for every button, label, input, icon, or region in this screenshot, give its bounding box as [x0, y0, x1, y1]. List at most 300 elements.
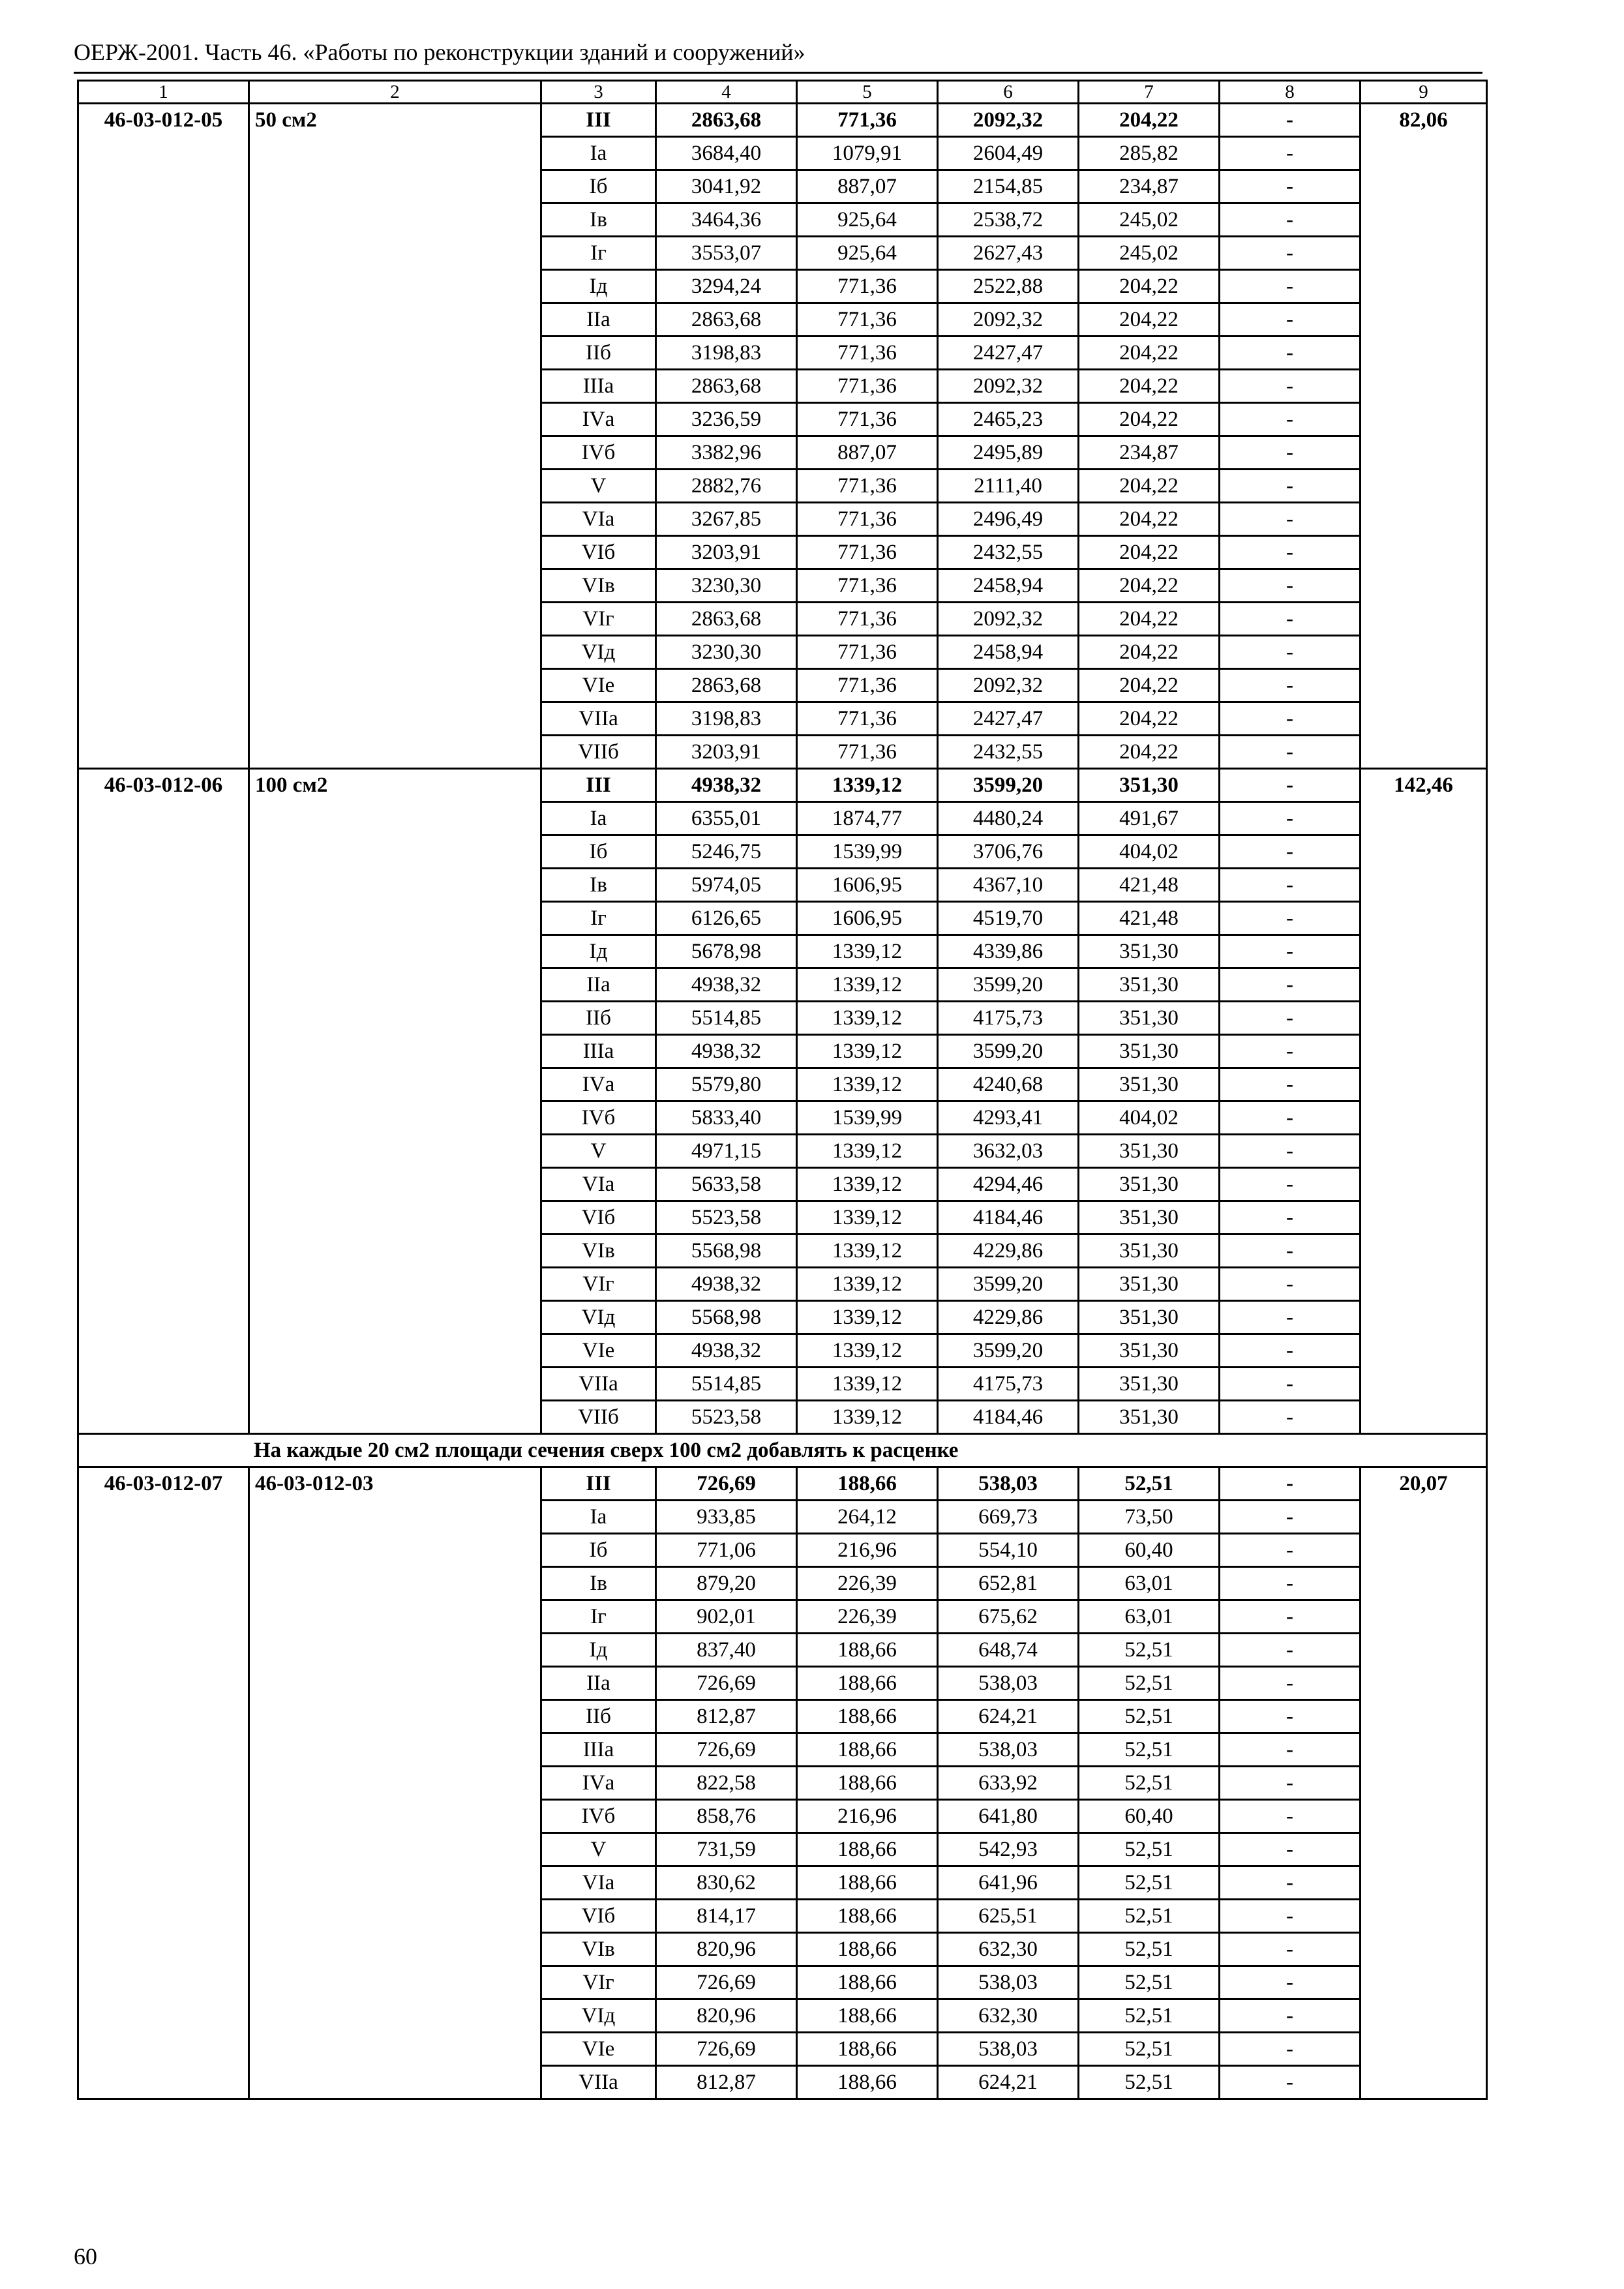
total-cost-cell: 812,87 [656, 1700, 797, 1733]
total-cost-cell: 814,17 [656, 1900, 797, 1933]
materials-cell: - [1220, 436, 1361, 470]
materials-cell: - [1220, 1966, 1361, 1999]
zone-cell: VIе [541, 669, 656, 702]
driver-wage-cell: 52,51 [1079, 1634, 1220, 1667]
labor-cost-cell: 188,66 [797, 1667, 938, 1700]
labor-cost-cell: 188,66 [797, 1467, 938, 1501]
total-cost-cell: 2863,68 [656, 104, 797, 137]
driver-wage-cell: 351,30 [1079, 1135, 1220, 1168]
total-cost-cell: 2863,68 [656, 669, 797, 702]
labor-cost-cell: 188,66 [797, 1833, 938, 1866]
total-cost-cell: 5633,58 [656, 1168, 797, 1201]
materials-cell: - [1220, 603, 1361, 636]
machine-cost-cell: 2627,43 [938, 237, 1079, 270]
machine-cost-cell: 648,74 [938, 1634, 1079, 1667]
total-cost-cell: 731,59 [656, 1833, 797, 1866]
total-cost-cell: 3294,24 [656, 270, 797, 303]
driver-wage-cell: 52,51 [1079, 1999, 1220, 2033]
section-heading-row [78, 1434, 1487, 1467]
machine-cost-cell: 4293,41 [938, 1101, 1079, 1135]
driver-wage-cell: 204,22 [1079, 337, 1220, 370]
zone-cell: IIа [541, 1667, 656, 1700]
machine-cost-cell: 2458,94 [938, 569, 1079, 603]
rates-table [77, 80, 1488, 2100]
materials-cell: - [1220, 736, 1361, 769]
zone-cell: IIб [541, 337, 656, 370]
labor-cost-cell: 887,07 [797, 436, 938, 470]
labor-cost-cell: 1339,12 [797, 1035, 938, 1068]
driver-wage-cell: 351,30 [1079, 1201, 1220, 1234]
driver-wage-cell: 245,02 [1079, 203, 1220, 237]
machine-cost-cell: 652,81 [938, 1567, 1079, 1600]
machine-cost-cell: 2092,32 [938, 603, 1079, 636]
machine-cost-cell: 542,93 [938, 1833, 1079, 1866]
labor-cost-cell: 771,36 [797, 569, 938, 603]
zone-cell: Iд [541, 1634, 656, 1667]
machine-cost-cell: 2092,32 [938, 669, 1079, 702]
materials-cell: - [1220, 1567, 1361, 1600]
driver-wage-cell: 52,51 [1079, 1700, 1220, 1733]
zone-cell: IVб [541, 1101, 656, 1135]
zone-cell: IVа [541, 403, 656, 436]
total-cost-cell: 726,69 [656, 1733, 797, 1767]
labor-cost-cell: 771,36 [797, 669, 938, 702]
rate-code-cell: 46-03-012-06 [78, 769, 249, 1434]
table-row [78, 769, 1487, 802]
zone-cell: IIа [541, 303, 656, 337]
column-number: 7 [1079, 81, 1220, 104]
machine-cost-cell: 538,03 [938, 1467, 1079, 1501]
total-cost-cell: 3464,36 [656, 203, 797, 237]
zone-cell: IIIа [541, 370, 656, 403]
zone-cell: IVа [541, 1068, 656, 1101]
total-cost-cell: 933,85 [656, 1501, 797, 1534]
materials-cell: - [1220, 1999, 1361, 2033]
machine-cost-cell: 624,21 [938, 1700, 1079, 1733]
total-cost-cell: 3198,83 [656, 337, 797, 370]
materials-cell: - [1220, 237, 1361, 270]
total-cost-cell: 3198,83 [656, 702, 797, 736]
materials-cell: - [1220, 1667, 1361, 1700]
materials-cell: - [1220, 1334, 1361, 1368]
total-cost-cell: 2863,68 [656, 603, 797, 636]
driver-wage-cell: 73,50 [1079, 1501, 1220, 1534]
materials-cell: - [1220, 1634, 1361, 1667]
rate-name-cell: 46-03-012-03 [249, 1467, 541, 2099]
labor-cost-cell: 1539,99 [797, 835, 938, 869]
materials-cell: - [1220, 337, 1361, 370]
machine-cost-cell: 3599,20 [938, 769, 1079, 802]
driver-wage-cell: 52,51 [1079, 2066, 1220, 2099]
materials-cell: - [1220, 303, 1361, 337]
machine-cost-cell: 2604,49 [938, 137, 1079, 170]
total-cost-cell: 5678,98 [656, 935, 797, 968]
labor-cost-cell: 771,36 [797, 536, 938, 569]
machine-cost-cell: 4184,46 [938, 1201, 1079, 1234]
zone-cell: Iд [541, 935, 656, 968]
total-cost-cell: 858,76 [656, 1800, 797, 1833]
materials-cell: - [1220, 1002, 1361, 1035]
column-number: 6 [938, 81, 1079, 104]
column-number: 5 [797, 81, 938, 104]
labor-cost-cell: 1539,99 [797, 1101, 938, 1135]
labor-hours-cell: 142,46 [1361, 769, 1487, 1434]
machine-cost-cell: 632,30 [938, 1933, 1079, 1966]
materials-cell: - [1220, 1035, 1361, 1068]
labor-cost-cell: 226,39 [797, 1600, 938, 1634]
machine-cost-cell: 3632,03 [938, 1135, 1079, 1168]
rate-code-cell: 46-03-012-05 [78, 104, 249, 769]
rate-code-cell: 46-03-012-07 [78, 1467, 249, 2099]
total-cost-cell: 3267,85 [656, 503, 797, 536]
zone-cell: IIIа [541, 1733, 656, 1767]
total-cost-cell: 6126,65 [656, 902, 797, 935]
driver-wage-cell: 204,22 [1079, 702, 1220, 736]
zone-cell: IVб [541, 436, 656, 470]
driver-wage-cell: 52,51 [1079, 1833, 1220, 1866]
total-cost-cell: 3041,92 [656, 170, 797, 203]
materials-cell: - [1220, 1866, 1361, 1900]
driver-wage-cell: 421,48 [1079, 869, 1220, 902]
total-cost-cell: 820,96 [656, 1933, 797, 1966]
machine-cost-cell: 625,51 [938, 1900, 1079, 1933]
machine-cost-cell: 2522,88 [938, 270, 1079, 303]
labor-cost-cell: 1339,12 [797, 769, 938, 802]
machine-cost-cell: 4229,86 [938, 1234, 1079, 1268]
materials-cell: - [1220, 935, 1361, 968]
labor-cost-cell: 771,36 [797, 303, 938, 337]
labor-hours-cell: 20,07 [1361, 1467, 1487, 2099]
machine-cost-cell: 2154,85 [938, 170, 1079, 203]
labor-cost-cell: 188,66 [797, 2033, 938, 2066]
labor-cost-cell: 1339,12 [797, 1268, 938, 1301]
machine-cost-cell: 2092,32 [938, 104, 1079, 137]
materials-cell: - [1220, 1767, 1361, 1800]
driver-wage-cell: 245,02 [1079, 237, 1220, 270]
labor-cost-cell: 771,36 [797, 603, 938, 636]
labor-cost-cell: 188,66 [797, 1933, 938, 1966]
driver-wage-cell: 204,22 [1079, 270, 1220, 303]
labor-cost-cell: 1339,12 [797, 1135, 938, 1168]
materials-cell: - [1220, 1401, 1361, 1434]
driver-wage-cell: 351,30 [1079, 1168, 1220, 1201]
machine-cost-cell: 641,96 [938, 1866, 1079, 1900]
labor-cost-cell: 925,64 [797, 203, 938, 237]
machine-cost-cell: 4240,68 [938, 1068, 1079, 1101]
labor-cost-cell: 771,36 [797, 370, 938, 403]
driver-wage-cell: 351,30 [1079, 1301, 1220, 1334]
total-cost-cell: 3230,30 [656, 636, 797, 669]
driver-wage-cell: 351,30 [1079, 1234, 1220, 1268]
labor-cost-cell: 188,66 [797, 1966, 938, 1999]
labor-cost-cell: 188,66 [797, 1700, 938, 1733]
machine-cost-cell: 2458,94 [938, 636, 1079, 669]
column-number: 1 [78, 81, 249, 104]
materials-cell: - [1220, 1268, 1361, 1301]
machine-cost-cell: 2432,55 [938, 536, 1079, 569]
labor-cost-cell: 771,36 [797, 470, 938, 503]
labor-cost-cell: 1079,91 [797, 137, 938, 170]
driver-wage-cell: 204,22 [1079, 403, 1220, 436]
total-cost-cell: 5523,58 [656, 1401, 797, 1434]
zone-cell: VIе [541, 1334, 656, 1368]
zone-cell: Iд [541, 270, 656, 303]
total-cost-cell: 820,96 [656, 1999, 797, 2033]
header-rule [74, 72, 1482, 74]
page-header-title: ОЕРЖ-2001. Часть 46. «Работы по реконструкции зданий и сооружений» [74, 39, 805, 65]
machine-cost-cell: 538,03 [938, 1667, 1079, 1700]
zone-cell: VIд [541, 1301, 656, 1334]
driver-wage-cell: 351,30 [1079, 968, 1220, 1002]
driver-wage-cell: 404,02 [1079, 1101, 1220, 1135]
labor-cost-cell: 771,36 [797, 503, 938, 536]
driver-wage-cell: 52,51 [1079, 1866, 1220, 1900]
total-cost-cell: 3382,96 [656, 436, 797, 470]
total-cost-cell: 2863,68 [656, 303, 797, 337]
materials-cell: - [1220, 536, 1361, 569]
zone-cell: Iв [541, 1567, 656, 1600]
zone-cell: VIа [541, 1168, 656, 1201]
driver-wage-cell: 351,30 [1079, 1268, 1220, 1301]
total-cost-cell: 830,62 [656, 1866, 797, 1900]
zone-cell: VIв [541, 569, 656, 603]
machine-cost-cell: 3599,20 [938, 1334, 1079, 1368]
machine-cost-cell: 633,92 [938, 1767, 1079, 1800]
table-row [78, 104, 1487, 137]
total-cost-cell: 5568,98 [656, 1301, 797, 1334]
total-cost-cell: 771,06 [656, 1534, 797, 1567]
materials-cell: - [1220, 636, 1361, 669]
machine-cost-cell: 4175,73 [938, 1368, 1079, 1401]
zone-cell: V [541, 470, 656, 503]
labor-cost-cell: 771,36 [797, 337, 938, 370]
materials-cell: - [1220, 137, 1361, 170]
materials-cell: - [1220, 902, 1361, 935]
materials-cell: - [1220, 503, 1361, 536]
driver-wage-cell: 204,22 [1079, 569, 1220, 603]
materials-cell: - [1220, 2066, 1361, 2099]
labor-cost-cell: 925,64 [797, 237, 938, 270]
labor-cost-cell: 1339,12 [797, 1234, 938, 1268]
zone-cell: IIIа [541, 1035, 656, 1068]
machine-cost-cell: 4229,86 [938, 1301, 1079, 1334]
labor-cost-cell: 1339,12 [797, 1401, 938, 1434]
driver-wage-cell: 204,22 [1079, 536, 1220, 569]
total-cost-cell: 726,69 [656, 1966, 797, 1999]
machine-cost-cell: 4294,46 [938, 1168, 1079, 1201]
driver-wage-cell: 204,22 [1079, 104, 1220, 137]
materials-cell: - [1220, 104, 1361, 137]
zone-cell: VIIа [541, 2066, 656, 2099]
zone-cell: Iг [541, 902, 656, 935]
materials-cell: - [1220, 1534, 1361, 1567]
materials-cell: - [1220, 1467, 1361, 1501]
materials-cell: - [1220, 270, 1361, 303]
driver-wage-cell: 52,51 [1079, 1933, 1220, 1966]
materials-cell: - [1220, 869, 1361, 902]
materials-cell: - [1220, 470, 1361, 503]
machine-cost-cell: 4367,10 [938, 869, 1079, 902]
zone-cell: VIв [541, 1933, 656, 1966]
materials-cell: - [1220, 835, 1361, 869]
column-number: 4 [656, 81, 797, 104]
column-number: 3 [541, 81, 656, 104]
total-cost-cell: 5833,40 [656, 1101, 797, 1135]
materials-cell: - [1220, 1733, 1361, 1767]
labor-cost-cell: 188,66 [797, 1866, 938, 1900]
zone-cell: VIб [541, 1900, 656, 1933]
driver-wage-cell: 63,01 [1079, 1600, 1220, 1634]
zone-cell: VIв [541, 1234, 656, 1268]
labor-cost-cell: 188,66 [797, 1733, 938, 1767]
labor-cost-cell: 1339,12 [797, 968, 938, 1002]
machine-cost-cell: 4184,46 [938, 1401, 1079, 1434]
total-cost-cell: 3230,30 [656, 569, 797, 603]
driver-wage-cell: 285,82 [1079, 137, 1220, 170]
zone-cell: VIIа [541, 702, 656, 736]
driver-wage-cell: 204,22 [1079, 470, 1220, 503]
machine-cost-cell: 3599,20 [938, 1268, 1079, 1301]
labor-cost-cell: 771,36 [797, 270, 938, 303]
materials-cell: - [1220, 1368, 1361, 1401]
materials-cell: - [1220, 1234, 1361, 1268]
zone-cell: III [541, 769, 656, 802]
total-cost-cell: 5514,85 [656, 1002, 797, 1035]
labor-cost-cell: 216,96 [797, 1534, 938, 1567]
driver-wage-cell: 204,22 [1079, 370, 1220, 403]
zone-cell: Iв [541, 869, 656, 902]
machine-cost-cell: 2465,23 [938, 403, 1079, 436]
machine-cost-cell: 4480,24 [938, 802, 1079, 835]
machine-cost-cell: 632,30 [938, 1999, 1079, 2033]
zone-cell: Iв [541, 203, 656, 237]
zone-cell: IIа [541, 968, 656, 1002]
total-cost-cell: 837,40 [656, 1634, 797, 1667]
machine-cost-cell: 669,73 [938, 1501, 1079, 1534]
zone-cell: III [541, 104, 656, 137]
driver-wage-cell: 204,22 [1079, 736, 1220, 769]
driver-wage-cell: 204,22 [1079, 503, 1220, 536]
machine-cost-cell: 538,03 [938, 1966, 1079, 1999]
materials-cell: - [1220, 1501, 1361, 1534]
zone-cell: III [541, 1467, 656, 1501]
machine-cost-cell: 4339,86 [938, 935, 1079, 968]
materials-cell: - [1220, 569, 1361, 603]
driver-wage-cell: 52,51 [1079, 1467, 1220, 1501]
materials-cell: - [1220, 403, 1361, 436]
driver-wage-cell: 60,40 [1079, 1800, 1220, 1833]
zone-cell: IIб [541, 1002, 656, 1035]
machine-cost-cell: 2538,72 [938, 203, 1079, 237]
labor-cost-cell: 188,66 [797, 1999, 938, 2033]
driver-wage-cell: 52,51 [1079, 1966, 1220, 1999]
driver-wage-cell: 351,30 [1079, 935, 1220, 968]
total-cost-cell: 822,58 [656, 1767, 797, 1800]
materials-cell: - [1220, 1700, 1361, 1733]
total-cost-cell: 5246,75 [656, 835, 797, 869]
total-cost-cell: 3203,91 [656, 736, 797, 769]
machine-cost-cell: 3599,20 [938, 968, 1079, 1002]
rates-table-body [78, 81, 1487, 2099]
machine-cost-cell: 3599,20 [938, 1035, 1079, 1068]
zone-cell: Iб [541, 1534, 656, 1567]
materials-cell: - [1220, 1600, 1361, 1634]
materials-cell: - [1220, 1101, 1361, 1135]
materials-cell: - [1220, 1135, 1361, 1168]
zone-cell: IVб [541, 1800, 656, 1833]
driver-wage-cell: 351,30 [1079, 1002, 1220, 1035]
driver-wage-cell: 351,30 [1079, 1068, 1220, 1101]
zone-cell: Iг [541, 237, 656, 270]
labor-cost-cell: 1339,12 [797, 935, 938, 968]
materials-cell: - [1220, 1900, 1361, 1933]
total-cost-cell: 812,87 [656, 2066, 797, 2099]
total-cost-cell: 902,01 [656, 1600, 797, 1634]
materials-cell: - [1220, 669, 1361, 702]
materials-cell: - [1220, 1168, 1361, 1201]
labor-cost-cell: 1339,12 [797, 1334, 938, 1368]
labor-cost-cell: 887,07 [797, 170, 938, 203]
materials-cell: - [1220, 1301, 1361, 1334]
zone-cell: IVа [541, 1767, 656, 1800]
machine-cost-cell: 2111,40 [938, 470, 1079, 503]
zone-cell: VIIб [541, 736, 656, 769]
zone-cell: VIг [541, 1268, 656, 1301]
materials-cell: - [1220, 370, 1361, 403]
column-number-row [78, 81, 1487, 104]
total-cost-cell: 3203,91 [656, 536, 797, 569]
total-cost-cell: 726,69 [656, 1467, 797, 1501]
total-cost-cell: 4971,15 [656, 1135, 797, 1168]
total-cost-cell: 4938,32 [656, 769, 797, 802]
column-number: 8 [1220, 81, 1361, 104]
zone-cell: Iа [541, 137, 656, 170]
labor-cost-cell: 1606,95 [797, 869, 938, 902]
zone-cell: VIб [541, 1201, 656, 1234]
labor-cost-cell: 1339,12 [797, 1368, 938, 1401]
driver-wage-cell: 234,87 [1079, 436, 1220, 470]
zone-cell: IIб [541, 1700, 656, 1733]
zone-cell: Iг [541, 1600, 656, 1634]
materials-cell: - [1220, 1201, 1361, 1234]
labor-cost-cell: 1339,12 [797, 1068, 938, 1101]
labor-cost-cell: 1339,12 [797, 1301, 938, 1334]
materials-cell: - [1220, 2033, 1361, 2066]
labor-cost-cell: 188,66 [797, 1634, 938, 1667]
zone-cell: VIб [541, 536, 656, 569]
materials-cell: - [1220, 203, 1361, 237]
machine-cost-cell: 3706,76 [938, 835, 1079, 869]
total-cost-cell: 5568,98 [656, 1234, 797, 1268]
labor-cost-cell: 226,39 [797, 1567, 938, 1600]
machine-cost-cell: 2092,32 [938, 370, 1079, 403]
labor-cost-cell: 188,66 [797, 1767, 938, 1800]
machine-cost-cell: 675,62 [938, 1600, 1079, 1634]
total-cost-cell: 4938,32 [656, 968, 797, 1002]
zone-cell: Iб [541, 170, 656, 203]
labor-cost-cell: 188,66 [797, 1900, 938, 1933]
machine-cost-cell: 2427,47 [938, 337, 1079, 370]
machine-cost-cell: 4519,70 [938, 902, 1079, 935]
driver-wage-cell: 351,30 [1079, 769, 1220, 802]
labor-cost-cell: 771,36 [797, 104, 938, 137]
machine-cost-cell: 538,03 [938, 1733, 1079, 1767]
labor-cost-cell: 1606,95 [797, 902, 938, 935]
total-cost-cell: 5514,85 [656, 1368, 797, 1401]
total-cost-cell: 726,69 [656, 1667, 797, 1700]
machine-cost-cell: 538,03 [938, 2033, 1079, 2066]
materials-cell: - [1220, 702, 1361, 736]
